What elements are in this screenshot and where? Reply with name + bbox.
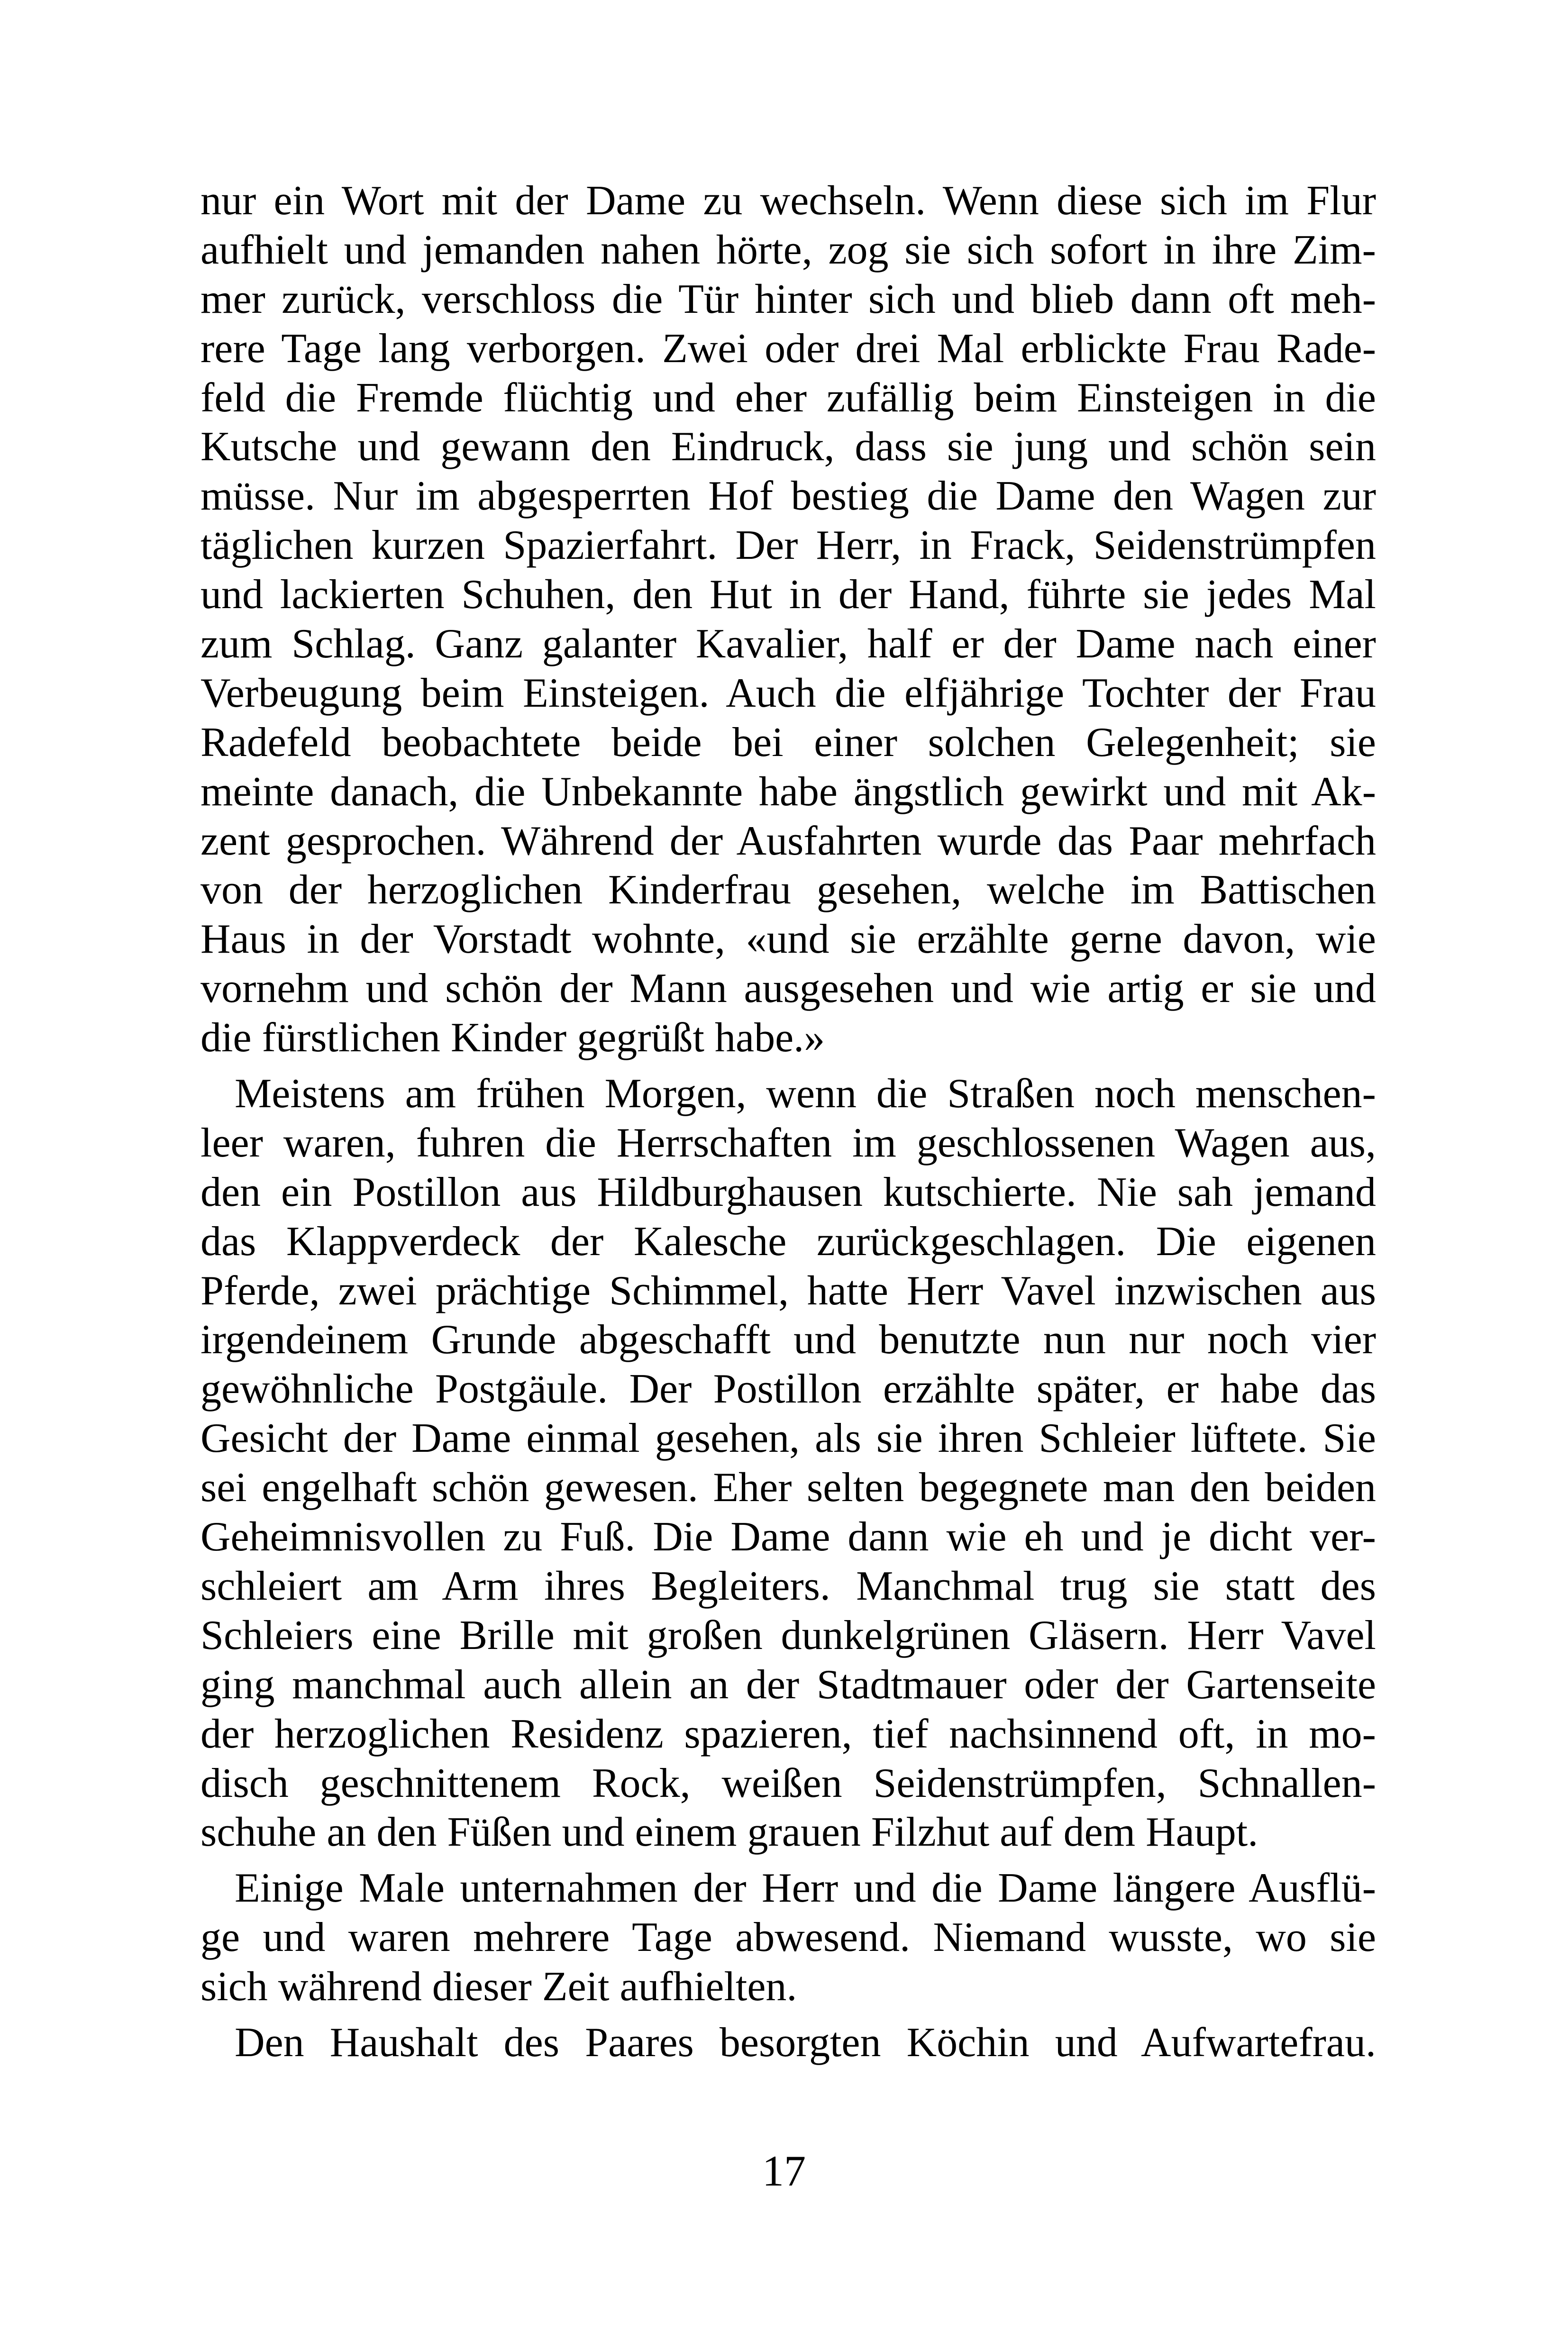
text-line: irgendeinem Grunde abgeschafft und benutzte nun nur noch vier <box>201 1317 1376 1363</box>
text-line: den ein Postillon aus Hildburghausen kutschierte. Nie sah jemand <box>201 1169 1376 1215</box>
text-line: gewöhnliche Postgäule. Der Postillon erzählte später, er habe das <box>201 1366 1376 1412</box>
paragraph-gap <box>201 1063 1376 1069</box>
text-line: schleiert am Arm ihres Begleiters. Manchmal trug sie statt des <box>201 1563 1376 1609</box>
text-line: Den Haushalt des Paares besorgten Köchin und Aufwartefrau. <box>235 2019 1376 2066</box>
text-line: Gesicht der Dame einmal gesehen, als sie ihren Schleier lüftete. Sie <box>201 1415 1376 1462</box>
text-line: das Klappverdeck der Kalesche zurückgeschlagen. Die eigenen <box>201 1218 1376 1265</box>
text-line: Haus in der Vorstadt wohnte, «und sie erzählte gerne davon, wie <box>201 916 1376 963</box>
text-line: feld die Fremde flüchtig und eher zufällig beim Einsteigen in die <box>201 374 1376 421</box>
paragraph-gap <box>201 1857 1376 1864</box>
paragraph <box>201 1864 1376 2012</box>
text-line: die fürstlichen Kinder gegrüßt habe.» <box>201 1015 825 1061</box>
text-line: täglichen kurzen Spazierfahrt. Der Herr, in Frack, Seidenstrümpfen <box>201 522 1376 569</box>
text-line: sei engelhaft schön gewesen. Eher selten begegnete man den beiden <box>201 1465 1376 1511</box>
text-line: von der herzoglichen Kinderfrau gesehen, welche im Battischen <box>201 867 1376 913</box>
text-line: nur ein Wort mit der Dame zu wechseln. Wenn diese sich im Flur <box>201 178 1376 224</box>
text-line: zent gesprochen. Während der Ausfahrten wurde das Paar mehrfach <box>201 818 1376 864</box>
text-line: meinte danach, die Unbekannte habe ängstlich gewirkt und mit Ak- <box>201 768 1376 815</box>
text-line: schuhe an den Füßen und einem grauen Filzhut auf dem Haupt. <box>201 1809 1258 1856</box>
text-line: Kutsche und gewann den Eindruck, dass sie jung und schön sein <box>201 424 1376 470</box>
text-line: mer zurück, verschloss die Tür hinter sich und blieb dann oft meh- <box>201 276 1376 322</box>
paragraph-gap <box>201 2012 1376 2018</box>
text-line: aufhielt und jemanden nahen hörte, zog sie sich sofort in ihre Zim- <box>201 227 1376 273</box>
text-line: Radefeld beobachtete beide bei einer solchen Gelegenheit; sie <box>201 719 1376 765</box>
page-number: 17 <box>762 2147 806 2195</box>
text-line: Einige Male unternahmen der Herr und die Dame längere Ausflü- <box>235 1865 1376 1912</box>
text-line: Meistens am frühen Morgen, wenn die Straßen noch menschen- <box>235 1071 1376 1117</box>
text-line: Geheimnisvollen zu Fuß. Die Dame dann wie eh und je dicht ver- <box>201 1514 1376 1560</box>
text-line: leer waren, fuhren die Herrschaften im geschlossenen Wagen aus, <box>201 1120 1376 1166</box>
text-line: Schleiers eine Brille mit großen dunkelgrünen Gläsern. Herr Vavel <box>201 1612 1376 1658</box>
body-text <box>201 176 1376 2068</box>
text-line: und lackierten Schuhen, den Hut in der Hand, führte sie jedes Mal <box>201 572 1376 618</box>
text-line: sich während dieser Zeit aufhielten. <box>201 1964 797 2010</box>
text-line: vornehm und schön der Mann ausgesehen und wie artig er sie und <box>201 966 1376 1012</box>
text-line: Pferde, zwei prächtige Schimmel, hatte Herr Vavel inzwischen aus <box>201 1267 1376 1314</box>
text-line: zum Schlag. Ganz galanter Kavalier, half er der Dame nach einer <box>201 621 1376 667</box>
paragraph <box>201 176 1376 1063</box>
text-line: Verbeugung beim Einsteigen. Auch die elfjährige Tochter der Frau <box>201 670 1376 716</box>
paragraph <box>201 1069 1376 1857</box>
text-line: rere Tage lang verborgen. Zwei oder drei Mal erblickte Frau Rade- <box>201 325 1376 372</box>
text-line: ging manchmal auch allein an der Stadtmauer oder der Gartenseite <box>201 1661 1376 1708</box>
paragraph <box>201 2018 1376 2068</box>
text-line: der herzoglichen Residenz spazieren, tief nachsinnend oft, in mo- <box>201 1711 1376 1757</box>
text-line: disch geschnittenem Rock, weißen Seidenstrümpfen, Schnallen- <box>201 1760 1376 1806</box>
text-line: ge und waren mehrere Tage abwesend. Niemand wusste, wo sie <box>201 1914 1376 1961</box>
text-line: müsse. Nur im abgesperrten Hof bestieg die Dame den Wagen zur <box>201 473 1376 519</box>
